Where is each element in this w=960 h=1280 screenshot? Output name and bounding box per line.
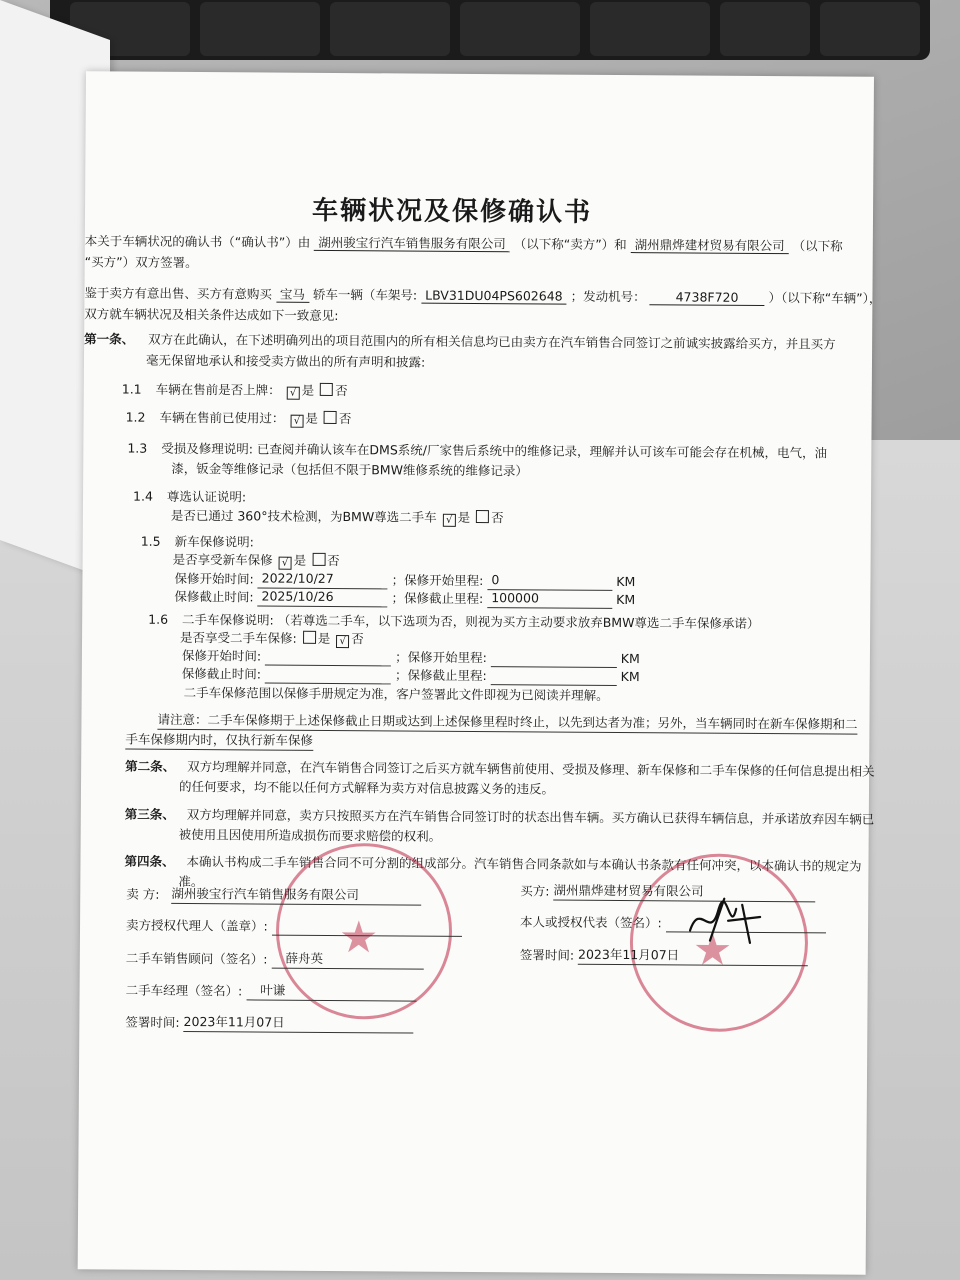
article-4-line-1: 第四条、 本确认书构成二手车销售合同不可分割的组成部分。汽车销售合同条款如与本确认书条款有任何冲突，以本确认书的规定为: [124, 853, 862, 874]
seller-signature-value: 湖州骏宝行汽车销售服务有限公司: [171, 885, 360, 903]
engine-number: 4738F720: [650, 289, 765, 306]
seller-agent-row: 卖方授权代理人（盖章）:: [126, 916, 462, 938]
buyer-row: 买方: 湖州鼎烨建材贸易有限公司: [520, 880, 815, 902]
seller-row: 卖 方: 湖州骏宝行汽车销售服务有限公司: [126, 884, 421, 906]
buyer-name: 湖州鼎烨建材贸易有限公司: [631, 237, 789, 254]
section-1-6-line-1: 1.6 二手车保修说明: （若尊选二手车，以下选项为否，则视为买方主动要求放弃BMW尊选二手车保修承诺）: [148, 611, 760, 631]
key: [720, 2, 810, 56]
new-warranty-end-row: 保修截止时间: 2025/10/26 ；保修截止里程: 100000 KM: [174, 586, 635, 610]
article-4-line-2: 准。: [178, 873, 204, 890]
new-warranty-start-km: 0: [491, 572, 500, 588]
advisor-row: 二手车销售顾问（签名）: 薛舟英: [126, 948, 424, 970]
key: [200, 2, 320, 56]
advisor-name: 薛舟英: [285, 950, 324, 966]
article-1-line-1: 第一条、 双方在此确认，在下述明确列出的项目范围内的所有相关信息均已由卖方在汽车销售合同签订之前诚实披露给买方，并且买方: [84, 331, 836, 352]
new-warranty-start-row: 保修开始时间: 2022/10/27 ；保修开始里程: 0 KM: [174, 568, 635, 592]
manager-name: 叶谦: [260, 982, 286, 998]
manager-row: 二手车经理（签名）: 叶谦: [126, 980, 417, 1002]
buyer-date-row: 签署时间: 2023年11月07日: [520, 944, 808, 966]
buyer-rep-row: 本人或授权代表（签名）:: [520, 912, 826, 934]
document-title: 车辆状况及保修确认书: [311, 195, 593, 228]
vin: LBV31DU04PS602648: [421, 288, 567, 305]
key: [590, 2, 710, 56]
buyer-signature-value: 湖州鼎烨建材贸易有限公司: [553, 882, 704, 899]
section-1-3-line-2: 漆，钣金等维修记录（包括但不限于BMW维修系统的维修记录）: [171, 460, 529, 479]
intro-line-4: 双方就车辆状况及相关条件达成如下一致意见:: [84, 306, 339, 324]
seller-name: 湖州骏宝行汽车销售服务有限公司: [314, 235, 510, 252]
article-3-line-1: 第三条、 双方均理解并同意，卖方只按照买方在汽车销售合同签订时的状态出售车辆。买方确认已获得车辆信息，并承诺放弃因车辆已: [124, 806, 875, 827]
used-warranty-end-row: 保修截止时间: ；保修截止里程: KM: [182, 664, 640, 687]
new-warranty-end-km: 100000: [491, 590, 540, 606]
intro-line-3: 鉴于卖方有意出售、买方有意购买 宝马 轿车一辆（车架号: LBV31DU04PS602648 ；发动机号： 4738F720 ）（以下称“车辆”），: [84, 285, 882, 306]
s15-yes-checkbox[interactable]: √: [279, 557, 292, 570]
article-2-line-2: 的任何要求，均不能以任何方式解释为卖方对信息披露义务的违反。: [178, 778, 555, 797]
s12-no-checkbox[interactable]: [324, 411, 337, 424]
key: [820, 2, 920, 56]
buyer-sign-date: 2023年11月07日: [578, 946, 680, 963]
section-1-1: 1.1 车辆在售前是否上牌： √ 是 否: [121, 381, 348, 399]
section-1-5-line-1: 1.5 新车保修说明:: [140, 533, 254, 550]
intro-line-2: “买方”）双方签署。: [84, 254, 198, 271]
star-icon: ★: [692, 924, 733, 976]
s11-yes-checkbox[interactable]: √: [287, 387, 300, 400]
s11-no-checkbox[interactable]: [320, 383, 333, 396]
key: [460, 2, 580, 56]
buyer-handwritten-signature: [680, 890, 770, 951]
s14-no-checkbox[interactable]: [476, 510, 489, 523]
brand: 宝马: [276, 287, 309, 303]
keyboard-row: [50, 0, 930, 60]
key: [330, 2, 450, 56]
s14-yes-checkbox[interactable]: √: [443, 514, 456, 527]
article-2-line-1: 第二条、 双方均理解并同意，在汽车销售合同签订之后买方就车辆售前使用、受损及修理、新车保修和二手车保修的任何信息提出相关: [125, 758, 875, 779]
section-1-3-line-1: 1.3 受损及修理说明: 已查阅并确认该车在DMS系统/厂家售后系统中的维修记录，理解并认可该车可能会存在机械，电气，油: [127, 440, 828, 461]
new-warranty-end-date: 2025/10/26: [261, 588, 334, 604]
intro-line-1: 本关于车辆状况的确认书（“确认书”）由 湖州骏宝行汽车销售服务有限公司 （以下称“卖方”）和 湖州鼎烨建材贸易有限公司 （以下称: [84, 233, 843, 254]
s12-yes-checkbox[interactable]: √: [290, 415, 303, 428]
notice-line-2: 手车保修期内时，仅执行新车保修: [125, 730, 313, 752]
section-1-4-line-2: 是否已通过 360°技术检测，为BMW尊选二手车 √ 是 否: [170, 507, 504, 526]
s16-no-checkbox[interactable]: √: [336, 635, 349, 648]
used-warranty-note: 二手车保修范围以保修手册规定为准，客户签署此文件即视为已阅读并理解。: [183, 684, 609, 703]
document-page: [78, 71, 882, 1274]
s16-yes-checkbox[interactable]: [303, 631, 316, 644]
section-1-6-line-2: 是否享受二手车保修: 是 √ 否: [180, 629, 364, 648]
notice-line-1: 请注意：二手车保修期于上述保修截止日期或达到上述保修里程时终止，以先到达者为准；另外，当车辆同时在新车保修期和二: [157, 710, 857, 735]
article-1-line-2: 毫无保留地承认和接受卖方做出的所有声明和披露:: [145, 352, 426, 370]
section-1-2: 1.2 车辆在售前已使用过： √ 是 否: [125, 409, 352, 427]
section-1-5-line-2: 是否享受新车保修 √ 是 否: [172, 551, 340, 569]
section-1-4-line-1: 1.4 尊选认证说明:: [132, 488, 247, 505]
seller-date-row: 签署时间: 2023年11月07日: [125, 1012, 413, 1034]
new-warranty-start-date: 2022/10/27: [261, 570, 334, 586]
used-warranty-start-row: 保修开始时间: ；保修开始里程: KM: [182, 646, 640, 669]
article-3-line-2: 被使用且因使用所造成损伤而要求赔偿的权利。: [178, 826, 442, 844]
seller-sign-date: 2023年11月07日: [183, 1013, 285, 1030]
s15-no-checkbox[interactable]: [312, 553, 325, 566]
star-icon: ★: [338, 912, 379, 964]
